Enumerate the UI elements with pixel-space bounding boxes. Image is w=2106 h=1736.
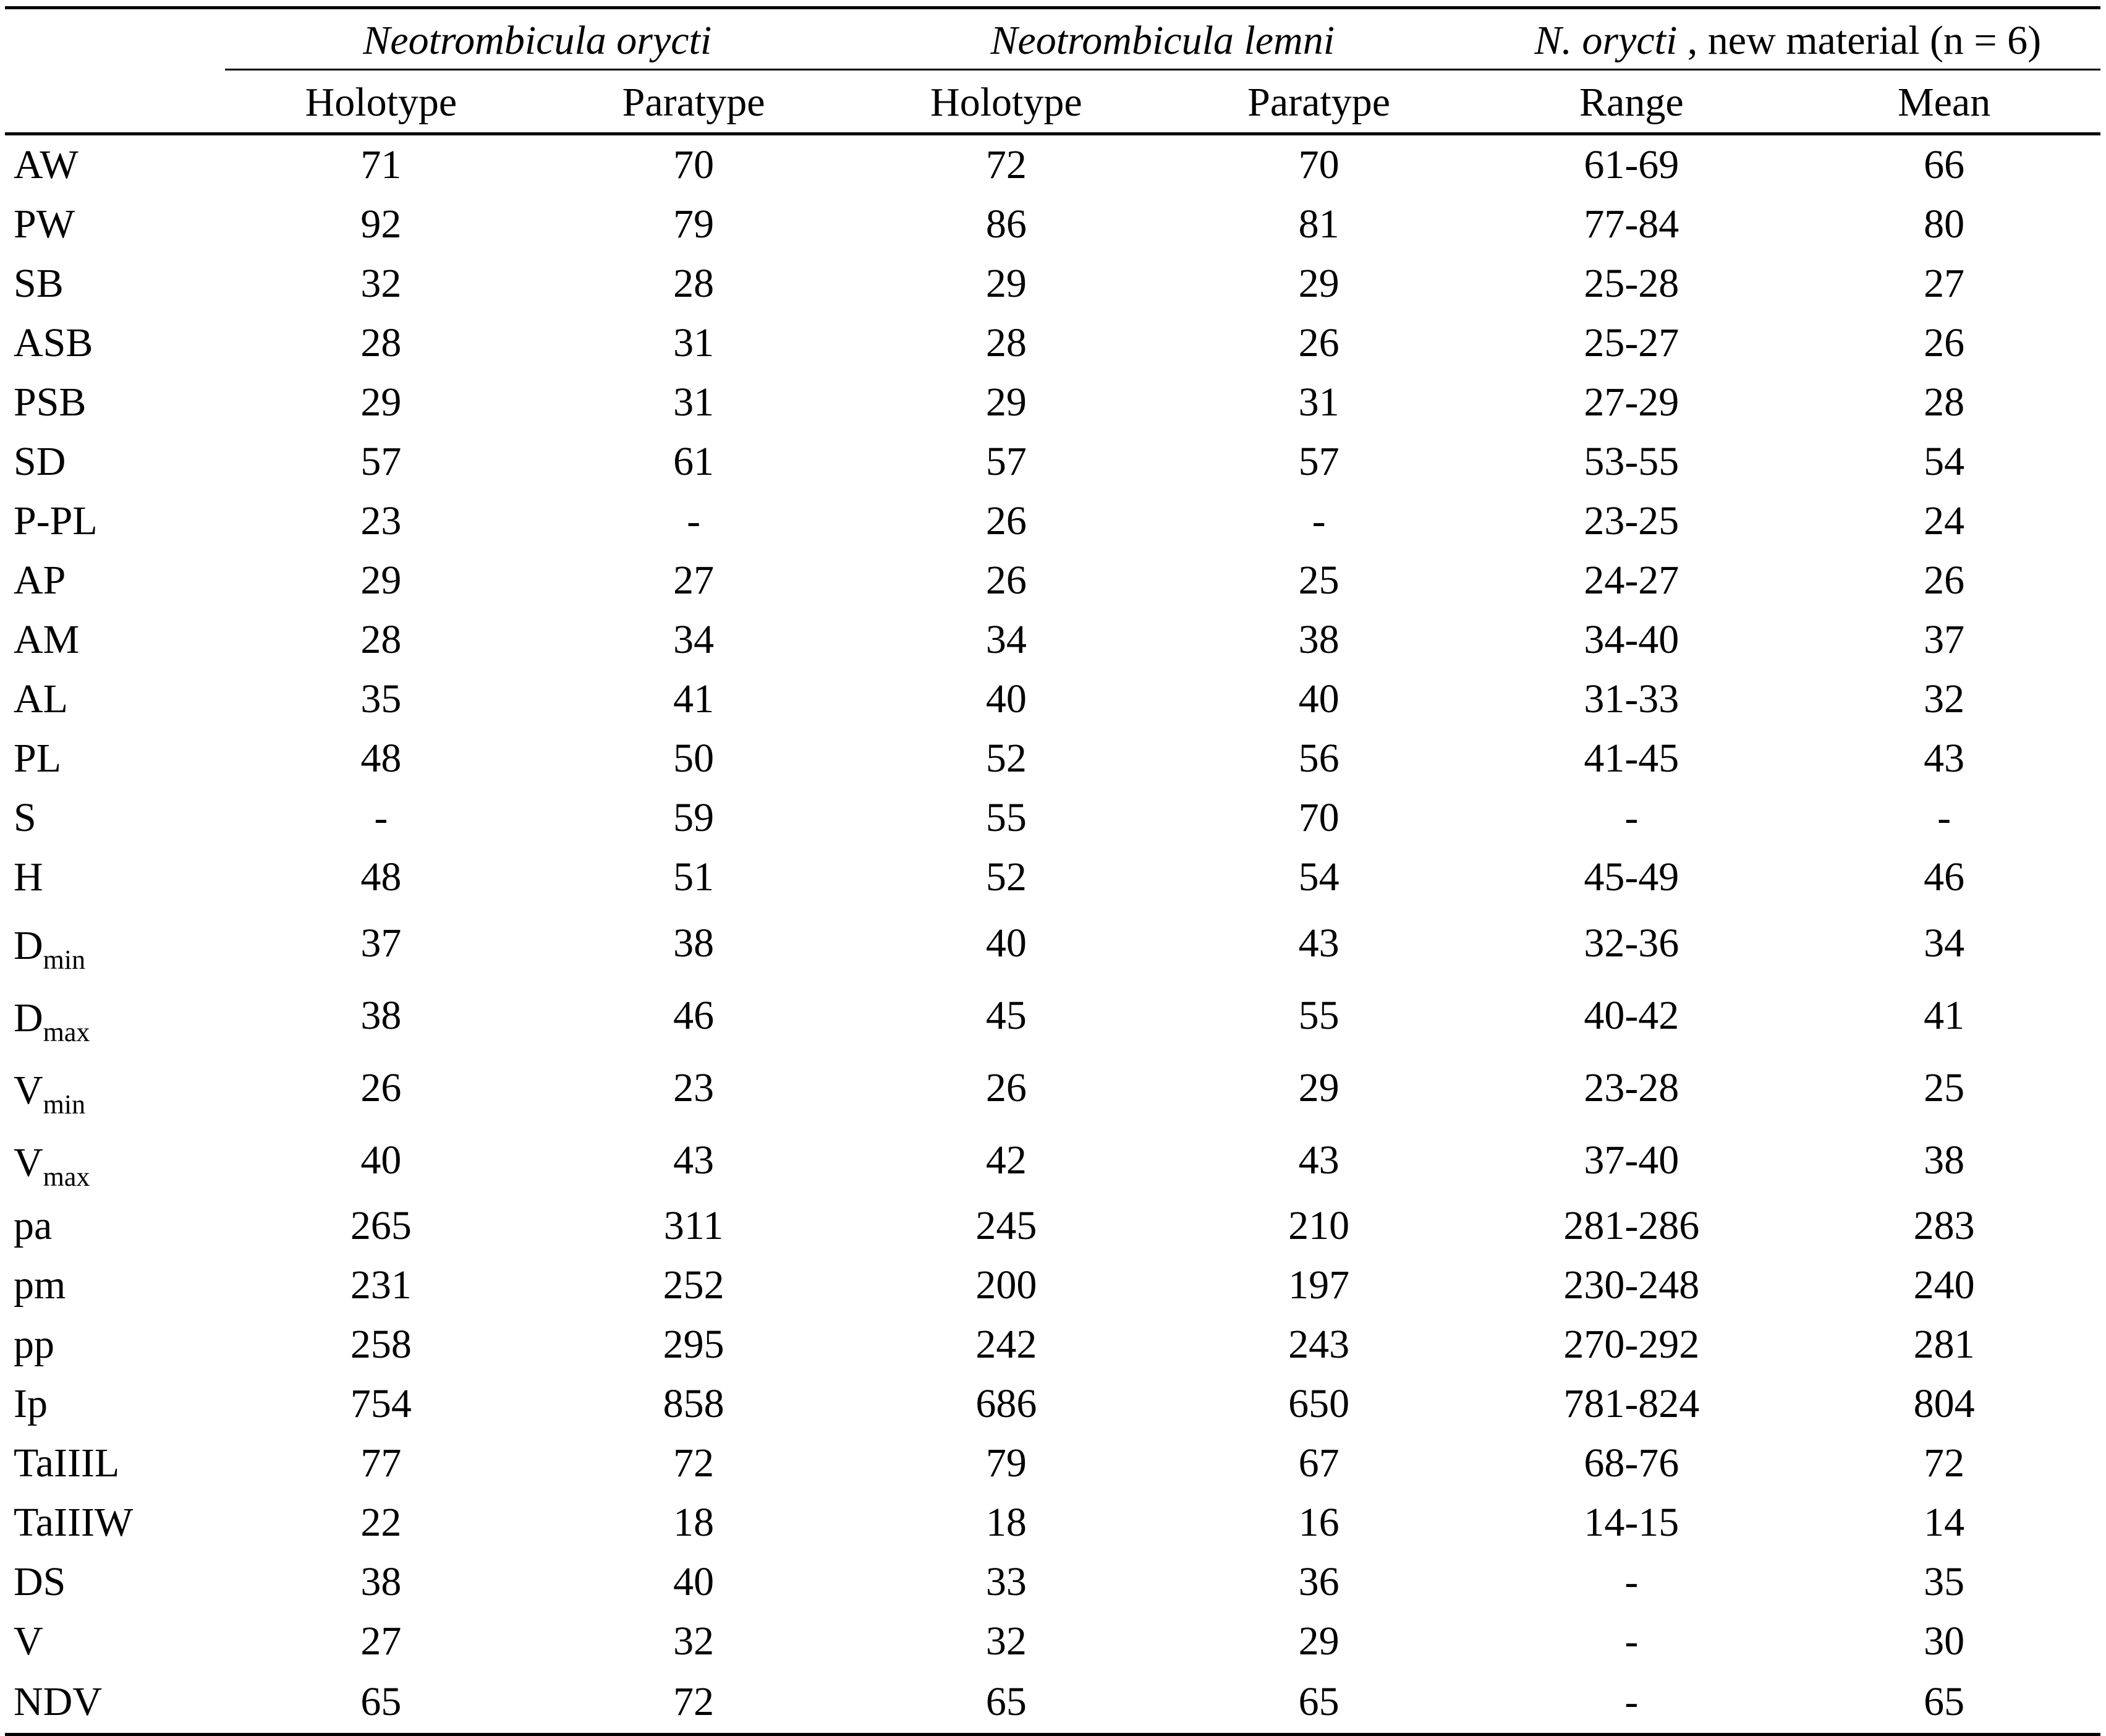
table-row (5, 1374, 2100, 1434)
cell-range: 53-55 (1584, 439, 1679, 484)
cell-lemni-paratype: 29 (1298, 261, 1340, 306)
cell-lemni-paratype: 243 (1288, 1322, 1350, 1367)
table-row (5, 729, 2100, 788)
measurements-table (5, 6, 2100, 1736)
cell-range: 68-76 (1584, 1440, 1679, 1486)
cell-mean: 28 (1924, 380, 1965, 425)
cell-lemni-paratype: 70 (1298, 142, 1340, 187)
cell-lemni-paratype: 40 (1298, 676, 1340, 721)
cell-lemni-holotype: 57 (985, 439, 1027, 484)
cell-lemni-paratype: 43 (1298, 920, 1340, 966)
cell-orycti-paratype: 40 (673, 1559, 715, 1604)
cell-range: 77-84 (1584, 202, 1679, 247)
cell-orycti-holotype: 28 (360, 617, 402, 662)
cell-mean: 804 (1913, 1381, 1975, 1426)
table-row (5, 1124, 2100, 1196)
cell-range: 31-33 (1584, 676, 1679, 721)
cell-mean: 37 (1924, 617, 1965, 662)
cell-orycti-holotype: 35 (360, 676, 402, 721)
row-label-text: AP (14, 558, 66, 603)
row-label-text: D (14, 922, 43, 968)
cell-lemni-holotype: 33 (985, 1559, 1027, 1604)
cell-orycti-paratype: 70 (673, 142, 715, 187)
row-label (5, 254, 225, 313)
cell-orycti-paratype: 79 (673, 202, 715, 247)
cell-orycti-paratype: 311 (663, 1203, 724, 1248)
row-label-text: D (14, 995, 43, 1040)
cell-lemni-holotype: 86 (985, 202, 1027, 247)
cell-lemni-holotype: 79 (985, 1440, 1027, 1486)
cell-orycti-paratype: 32 (673, 1619, 715, 1664)
cell-mean: 24 (1924, 498, 1965, 543)
cell-range: 41-45 (1584, 736, 1679, 781)
cell-mean: 240 (1913, 1262, 1975, 1308)
cell-mean: 25 (1924, 1065, 1965, 1110)
row-label (5, 134, 225, 195)
subheader-orycti-holotype: Holotype (225, 70, 538, 134)
group-header-neotrombicula-orycti: Neotrombicula orycti (225, 9, 850, 70)
row-label-text: SB (14, 261, 64, 306)
row-label (5, 670, 225, 729)
row-label (5, 610, 225, 670)
row-label-text: TaIIIL (14, 1440, 120, 1486)
row-label-text: P-PL (14, 498, 98, 543)
cell-orycti-paratype: 41 (673, 676, 715, 721)
cell-lemni-paratype: 29 (1298, 1619, 1340, 1664)
header-corner-cell (5, 9, 225, 70)
cell-mean: 281 (1913, 1322, 1975, 1367)
cell-mean: 32 (1924, 676, 1965, 721)
row-label-text: PW (14, 202, 75, 247)
cell-range: 281-286 (1563, 1203, 1700, 1248)
cell-lemni-paratype: 55 (1298, 992, 1340, 1038)
cell-orycti-holotype: 29 (360, 558, 402, 603)
cell-lemni-holotype: 52 (985, 854, 1027, 900)
row-label (5, 1374, 225, 1434)
cell-lemni-paratype: 25 (1298, 558, 1340, 603)
cell-mean: 41 (1924, 992, 1965, 1038)
cell-orycti-holotype: - (374, 795, 388, 840)
row-label-text: V (14, 1619, 43, 1664)
cell-orycti-holotype: 65 (225, 1671, 538, 1735)
cell-orycti-holotype: 37 (360, 920, 402, 966)
row-label (5, 1052, 225, 1124)
subheader-lemni-paratype: Paratype (1163, 70, 1475, 134)
group-header-new-material-species: N. orycti (1534, 18, 1678, 63)
row-label-text: pa (14, 1203, 53, 1248)
row-label (5, 788, 225, 848)
cell-range: 23-25 (1584, 498, 1679, 543)
subheader-orycti-paratype: Paratype (537, 70, 850, 134)
subheader-row (5, 70, 2100, 134)
cell-range: 25-28 (1584, 261, 1679, 306)
row-label-text: pm (14, 1262, 66, 1308)
cell-orycti-paratype: 31 (673, 320, 715, 365)
cell-orycti-holotype: 92 (360, 202, 402, 247)
table-row (5, 195, 2100, 254)
cell-lemni-holotype: 32 (985, 1619, 1027, 1664)
row-label-text: V (14, 1139, 43, 1185)
cell-orycti-holotype: 71 (360, 142, 402, 187)
cell-orycti-paratype: 72 (537, 1671, 850, 1735)
cell-orycti-holotype: 27 (360, 1619, 402, 1664)
cell-mean: 27 (1924, 261, 1965, 306)
row-label (5, 373, 225, 432)
cell-orycti-paratype: 50 (673, 736, 715, 781)
row-label (5, 432, 225, 491)
table-row (5, 1315, 2100, 1374)
row-label-text: S (14, 795, 36, 840)
cell-lemni-paratype: 210 (1288, 1203, 1350, 1248)
cell-mean: 34 (1924, 920, 1965, 966)
row-label (5, 491, 225, 551)
cell-orycti-paratype: 43 (673, 1137, 715, 1183)
cell-orycti-holotype: 22 (360, 1500, 402, 1545)
cell-range: 45-49 (1584, 854, 1679, 900)
cell-mean: 30 (1924, 1619, 1965, 1664)
table-row (5, 788, 2100, 848)
table-row (5, 432, 2100, 491)
cell-lemni-paratype: 67 (1298, 1440, 1340, 1486)
cell-mean: 54 (1924, 439, 1965, 484)
table-row (5, 491, 2100, 551)
cell-range: 32-36 (1584, 920, 1679, 966)
table-row (5, 848, 2100, 907)
cell-lemni-holotype: 29 (985, 261, 1027, 306)
row-label (5, 848, 225, 907)
cell-mean: 46 (1924, 854, 1965, 900)
cell-orycti-holotype: 57 (360, 439, 402, 484)
row-label (5, 313, 225, 373)
row-label-text: AM (14, 617, 80, 662)
cell-mean: 72 (1924, 1440, 1965, 1486)
row-label (5, 1612, 225, 1671)
cell-lemni-holotype: 42 (985, 1137, 1027, 1183)
row-label-subscript: max (43, 1016, 90, 1047)
table-row (5, 254, 2100, 313)
cell-lemni-paratype: 29 (1298, 1065, 1340, 1110)
cell-lemni-paratype: - (1312, 498, 1326, 543)
cell-orycti-holotype: 29 (360, 380, 402, 425)
cell-range: 34-40 (1584, 617, 1679, 662)
cell-range: 40-42 (1584, 992, 1679, 1038)
cell-lemni-holotype: 45 (985, 992, 1027, 1038)
cell-orycti-paratype: 295 (663, 1322, 724, 1367)
cell-lemni-paratype: 56 (1298, 736, 1340, 781)
cell-lemni-holotype: 34 (985, 617, 1027, 662)
cell-lemni-holotype: 28 (985, 320, 1027, 365)
cell-orycti-paratype: 27 (673, 558, 715, 603)
table-row (5, 1612, 2100, 1671)
row-label-text: AL (14, 676, 68, 721)
cell-lemni-holotype: 200 (975, 1262, 1037, 1308)
cell-lemni-paratype: 16 (1298, 1500, 1340, 1545)
table-row (5, 1671, 2100, 1735)
cell-range: - (1624, 1619, 1639, 1664)
cell-orycti-paratype: 46 (673, 992, 715, 1038)
cell-orycti-holotype: 38 (360, 992, 402, 1038)
cell-orycti-holotype: 23 (360, 498, 402, 543)
row-label (5, 1671, 225, 1735)
row-label (5, 1552, 225, 1612)
table-row (5, 610, 2100, 670)
cell-orycti-holotype: 28 (360, 320, 402, 365)
cell-lemni-holotype: 72 (985, 142, 1027, 187)
cell-range: 25-27 (1584, 320, 1679, 365)
subheader-corner-cell (5, 70, 225, 134)
cell-orycti-paratype: 51 (673, 854, 715, 900)
cell-orycti-paratype: 28 (673, 261, 715, 306)
cell-lemni-holotype: 26 (985, 498, 1027, 543)
cell-lemni-paratype: 650 (1288, 1381, 1350, 1426)
row-label (5, 1493, 225, 1552)
cell-lemni-paratype: 70 (1298, 795, 1340, 840)
table-row (5, 1552, 2100, 1612)
table-row (5, 373, 2100, 432)
table-header (5, 8, 2100, 134)
row-label-subscript: max (43, 1161, 90, 1192)
row-label-text: AW (14, 142, 79, 187)
cell-orycti-paratype: 72 (673, 1440, 715, 1486)
subheader-lemni-holotype: Holotype (850, 70, 1163, 134)
cell-range: - (1475, 1671, 1788, 1735)
row-label-subscript: min (43, 944, 86, 975)
row-label (5, 1196, 225, 1256)
table-row (5, 907, 2100, 979)
measurements-table-container (5, 6, 2100, 1736)
cell-lemni-holotype: 29 (985, 380, 1027, 425)
row-label (5, 195, 225, 254)
row-label-subscript: min (43, 1089, 86, 1120)
cell-lemni-paratype: 54 (1298, 854, 1340, 900)
cell-orycti-holotype: 38 (360, 1559, 402, 1604)
cell-orycti-paratype: 858 (663, 1381, 724, 1426)
group-header-neotrombicula-lemni: Neotrombicula lemni (850, 9, 1475, 70)
table-row (5, 1434, 2100, 1493)
subheader-mean: Mean (1788, 70, 2100, 134)
cell-range: - (1624, 1559, 1639, 1604)
row-label-text: DS (14, 1559, 66, 1604)
cell-mean: 65 (1788, 1671, 2100, 1735)
cell-orycti-holotype: 48 (360, 736, 402, 781)
cell-lemni-paratype: 57 (1298, 439, 1340, 484)
cell-orycti-holotype: 754 (350, 1381, 412, 1426)
cell-range: 37-40 (1584, 1137, 1679, 1183)
cell-lemni-paratype: 43 (1298, 1137, 1340, 1183)
group-header-new-material (1475, 9, 2100, 70)
cell-lemni-holotype: 242 (975, 1322, 1037, 1367)
cell-mean: 43 (1924, 736, 1965, 781)
cell-orycti-holotype: 258 (350, 1322, 412, 1367)
cell-mean: 38 (1924, 1137, 1965, 1183)
cell-orycti-paratype: 61 (673, 439, 715, 484)
cell-orycti-holotype: 77 (360, 1440, 402, 1486)
row-label (5, 979, 225, 1052)
row-label-text: SD (14, 439, 66, 484)
row-label (5, 907, 225, 979)
row-label-text: NDV (14, 1679, 102, 1724)
row-label (5, 729, 225, 788)
cell-mean: 26 (1924, 558, 1965, 603)
cell-lemni-holotype: 40 (985, 676, 1027, 721)
cell-orycti-paratype: 59 (673, 795, 715, 840)
cell-lemni-paratype: 81 (1298, 202, 1340, 247)
cell-orycti-paratype: - (687, 498, 701, 543)
row-label-text: Ip (14, 1381, 48, 1426)
cell-lemni-paratype: 31 (1298, 380, 1340, 425)
cell-orycti-paratype: 252 (663, 1262, 724, 1308)
cell-mean: 14 (1924, 1500, 1965, 1545)
cell-lemni-paratype: 197 (1288, 1262, 1350, 1308)
group-header-new-material-note: , new material (n = 6) (1677, 18, 2042, 63)
cell-lemni-holotype: 52 (985, 736, 1027, 781)
cell-lemni-paratype: 38 (1298, 617, 1340, 662)
cell-mean: 66 (1924, 142, 1965, 187)
cell-range: 230-248 (1563, 1262, 1700, 1308)
cell-orycti-paratype: 38 (673, 920, 715, 966)
table-row (5, 1196, 2100, 1256)
cell-lemni-holotype: 26 (985, 1065, 1027, 1110)
cell-range: 27-29 (1584, 380, 1679, 425)
row-label-text: ASB (14, 320, 93, 365)
cell-range: - (1624, 795, 1639, 840)
cell-mean: 26 (1924, 320, 1965, 365)
row-label-text: PL (14, 736, 62, 781)
cell-lemni-holotype: 65 (850, 1671, 1163, 1735)
cell-lemni-holotype: 245 (975, 1203, 1037, 1248)
row-label (5, 1315, 225, 1374)
row-label-text: pp (14, 1322, 54, 1367)
cell-lemni-holotype: 55 (985, 795, 1027, 840)
subheader-range: Range (1475, 70, 1788, 134)
table-row (5, 551, 2100, 610)
table-row (5, 1493, 2100, 1552)
cell-lemni-holotype: 18 (985, 1500, 1027, 1545)
cell-lemni-holotype: 40 (985, 920, 1027, 966)
cell-lemni-holotype: 26 (985, 558, 1027, 603)
cell-lemni-holotype: 686 (975, 1381, 1037, 1426)
cell-range: 24-27 (1584, 558, 1679, 603)
cell-orycti-paratype: 23 (673, 1065, 715, 1110)
row-label-text: H (14, 854, 43, 900)
row-label-text: V (14, 1067, 43, 1113)
cell-lemni-paratype: 36 (1298, 1559, 1340, 1604)
row-label-text: PSB (14, 380, 87, 425)
cell-range: 270-292 (1563, 1322, 1700, 1367)
table-row (5, 670, 2100, 729)
row-label (5, 551, 225, 610)
cell-mean: 80 (1924, 202, 1965, 247)
cell-range: 61-69 (1584, 142, 1679, 187)
cell-lemni-paratype: 26 (1298, 320, 1340, 365)
cell-orycti-holotype: 48 (360, 854, 402, 900)
row-label (5, 1434, 225, 1493)
cell-mean: 283 (1913, 1203, 1975, 1248)
table-row (5, 1052, 2100, 1124)
cell-orycti-holotype: 26 (360, 1065, 402, 1110)
cell-orycti-holotype: 231 (350, 1262, 412, 1308)
table-row (5, 313, 2100, 373)
row-label (5, 1124, 225, 1196)
table-row (5, 979, 2100, 1052)
row-label-text: TaIIIW (14, 1500, 134, 1545)
table-row (5, 134, 2100, 195)
cell-lemni-paratype: 65 (1163, 1671, 1475, 1735)
cell-range: 23-28 (1584, 1065, 1679, 1110)
cell-orycti-holotype: 265 (350, 1203, 412, 1248)
cell-mean: 35 (1924, 1559, 1965, 1604)
cell-range: 14-15 (1584, 1500, 1679, 1545)
cell-orycti-holotype: 32 (360, 261, 402, 306)
cell-mean: - (1937, 795, 1951, 840)
cell-range: 781-824 (1563, 1381, 1700, 1426)
cell-orycti-paratype: 34 (673, 617, 715, 662)
table-row (5, 1256, 2100, 1315)
group-header-row (5, 9, 2100, 70)
cell-orycti-paratype: 18 (673, 1500, 715, 1545)
cell-orycti-paratype: 31 (673, 380, 715, 425)
row-label (5, 1256, 225, 1315)
cell-orycti-holotype: 40 (360, 1137, 402, 1183)
table-body (5, 134, 2100, 1735)
